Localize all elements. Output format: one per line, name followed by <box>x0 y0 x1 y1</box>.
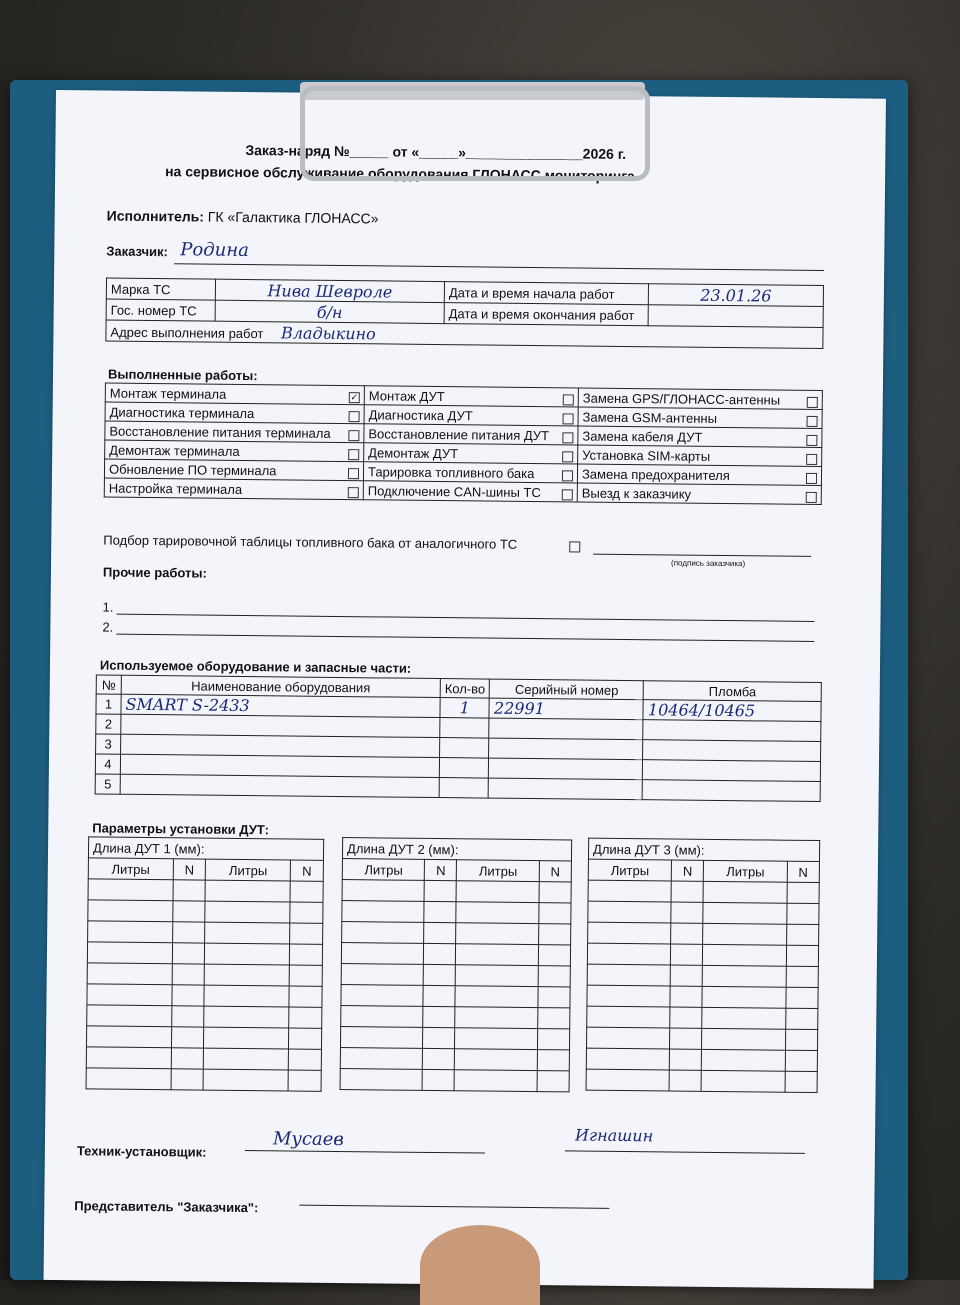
equipment-cell-seal <box>643 760 821 782</box>
work-item-checkbox[interactable] <box>806 453 817 464</box>
dut1-row <box>88 921 323 944</box>
dut2-row <box>340 1069 569 1092</box>
dut2-table <box>340 837 573 1092</box>
clipboard-clip <box>300 86 650 181</box>
executor-value: ГК «Галактика ГЛОНАСС» <box>207 208 379 227</box>
dut1-length-label: Длина ДУТ 1 (мм): <box>88 837 323 860</box>
dut1-cell[interactable] <box>88 900 173 922</box>
work-item-label: Замена предохранителя <box>581 466 730 483</box>
equipment-cell-qty <box>440 718 490 739</box>
holding-thumb <box>420 1225 540 1305</box>
dut2-row <box>340 1027 569 1050</box>
dut2-row <box>341 985 570 1008</box>
work-item <box>364 443 578 464</box>
dut3-header-liters: Литры <box>588 859 671 881</box>
dut1-cell[interactable] <box>204 1027 289 1049</box>
equipment-cell-seal: 10464/10465 <box>643 700 821 722</box>
dut1-cell[interactable] <box>204 1069 289 1091</box>
dut1-cell[interactable] <box>88 879 173 901</box>
equipment-cell-name: SMART S-2433 <box>121 694 440 717</box>
dut1-cell[interactable] <box>205 922 290 944</box>
dut1-cell[interactable] <box>205 901 290 923</box>
brand-label: Марка ТС <box>106 278 215 300</box>
dut3-row <box>586 1069 817 1092</box>
dut2-cell[interactable] <box>342 901 425 923</box>
work-item <box>578 388 822 410</box>
equipment-title: Используемое оборудование и запасные части: <box>99 657 412 676</box>
tech-label: Техник-установщик: <box>76 1143 207 1160</box>
dut3-cell[interactable] <box>671 902 704 923</box>
dut2-cell[interactable] <box>539 924 571 945</box>
equipment-cell-serial <box>489 778 643 800</box>
dut3-row <box>586 1027 817 1050</box>
dut1-cell[interactable] <box>204 1006 289 1028</box>
work-item-checkbox[interactable] <box>349 411 360 422</box>
equipment-cell-seal <box>643 720 821 742</box>
work-item <box>363 462 577 483</box>
work-item-label: Замена GSM-антенны <box>582 409 718 426</box>
customer-label: Заказчик: <box>106 243 169 260</box>
dut1-cell[interactable] <box>288 1070 321 1091</box>
dut3-cell[interactable] <box>786 987 819 1008</box>
dut1-cell[interactable] <box>172 922 205 943</box>
dut3-length-label: Длина ДУТ 3 (мм): <box>588 838 819 861</box>
dut2-header-liters: Литры <box>457 860 540 882</box>
equipment-cell-serial: 22991 <box>489 698 643 720</box>
doc-title-line1: Заказ-наряд №_____ от «_____»_______________2026 г. <box>245 141 627 162</box>
dut2-cell[interactable] <box>340 1027 423 1049</box>
equipment-cell-num: 1 <box>96 694 121 714</box>
address-label: Адрес выполнения работ <box>110 324 264 341</box>
plate-label: Гос. номер ТС <box>106 299 215 321</box>
dut2-row <box>342 922 571 945</box>
tech-signature-2: Игнашин <box>574 1125 654 1146</box>
dut3-cell[interactable] <box>702 1007 785 1029</box>
dut2-row <box>340 1048 569 1071</box>
dut3-cell[interactable] <box>671 881 704 902</box>
equipment-cell-qty <box>439 758 489 779</box>
start-label: Дата и время начала работ <box>444 282 648 305</box>
dut2-cell[interactable] <box>537 1071 569 1092</box>
dut1-row <box>87 942 322 965</box>
tariff-checkbox[interactable] <box>569 541 580 552</box>
dut2-cell[interactable] <box>538 966 570 987</box>
dut2-cell[interactable] <box>455 1070 538 1092</box>
dut1-cell[interactable] <box>87 1005 172 1027</box>
dut1-cell[interactable] <box>289 944 322 965</box>
equip-header-serial: Серийный номер <box>490 679 644 700</box>
dut2-cell[interactable] <box>455 1007 538 1029</box>
equipment-cell-num: 2 <box>96 714 121 734</box>
dut2-cell[interactable] <box>424 901 456 922</box>
dut2-row <box>341 1006 570 1029</box>
dut1-cell[interactable] <box>172 901 205 922</box>
dut3-cell[interactable] <box>785 1029 818 1050</box>
other-work-1-line <box>117 614 815 622</box>
dut1-cell[interactable] <box>86 1068 171 1090</box>
work-item-label: Обновление ПО терминала <box>108 461 277 478</box>
dut2-cell[interactable] <box>422 1069 454 1090</box>
dut3-cell[interactable] <box>702 1028 785 1050</box>
dut1-cell[interactable] <box>204 985 289 1007</box>
dut3-cell[interactable] <box>587 964 670 986</box>
dut1-row <box>87 963 322 986</box>
dut1-header-liters: Литры <box>206 859 291 881</box>
dut3-header-n: N <box>671 860 704 881</box>
work-item-label: Монтаж ДУТ <box>368 387 445 404</box>
work-item-checkbox[interactable] <box>562 470 573 481</box>
equipment-cell-seal <box>643 740 821 762</box>
work-item-label: Тарировка топливного бака <box>367 463 535 481</box>
equipment-cell-qty: 1 <box>440 698 490 719</box>
dut3-row <box>586 1048 817 1071</box>
dut1-cell[interactable] <box>173 880 206 901</box>
equipment-cell-qty <box>439 778 489 799</box>
dut1-cell[interactable] <box>290 923 323 944</box>
dut3-row <box>587 985 818 1008</box>
dut2-row <box>342 880 571 903</box>
customer-value: Родина <box>180 239 249 262</box>
dut2-header-liters: Литры <box>342 859 425 881</box>
dut2-cell[interactable] <box>423 985 455 1006</box>
dut-title: Параметры установки ДУТ: <box>92 820 270 838</box>
dut3-row <box>588 922 819 945</box>
work-item-label: Диагностика терминала <box>109 404 255 421</box>
work-item-label: Монтаж терминала <box>109 385 227 402</box>
dut1-cell[interactable] <box>88 921 173 943</box>
customer-line <box>174 263 824 271</box>
dut3-cell[interactable] <box>785 1008 818 1029</box>
work-item <box>104 478 363 500</box>
dut2-cell[interactable] <box>341 964 424 986</box>
dut2-header-n: N <box>539 861 571 882</box>
dut1-cell[interactable] <box>289 986 322 1007</box>
end-value <box>648 305 823 328</box>
dut3-cell[interactable] <box>669 1049 702 1070</box>
dut1-cell[interactable] <box>171 1048 204 1069</box>
dut2-length-label: Длина ДУТ 2 (мм): <box>342 838 571 861</box>
dut3-cell[interactable] <box>703 965 786 987</box>
work-item-label: Замена GPS/ГЛОНАСС-антенны <box>582 390 781 408</box>
tech-signature-1: Мусаев <box>272 1128 344 1151</box>
work-item-checkbox[interactable] <box>806 491 817 502</box>
dut3-cell[interactable] <box>702 1070 785 1092</box>
start-value: 23.01.26 <box>648 284 823 307</box>
dut2-cell[interactable] <box>341 1006 424 1028</box>
dut1-row <box>86 1026 321 1049</box>
equipment-cell-num: 5 <box>95 774 120 794</box>
dut1-cell[interactable] <box>172 985 205 1006</box>
dut2-row <box>342 901 571 924</box>
dut3-cell[interactable] <box>671 923 704 944</box>
tech-sign-line-1 <box>245 1150 485 1154</box>
dut1-cell[interactable] <box>290 902 323 923</box>
dut1-cell[interactable] <box>86 1047 171 1069</box>
dut2-cell[interactable] <box>423 1027 455 1048</box>
equipment-cell-num: 4 <box>95 754 120 774</box>
dut2-cell[interactable] <box>538 987 570 1008</box>
work-item-label: Настройка терминала <box>108 480 243 497</box>
work-item-checkbox[interactable] <box>562 451 573 462</box>
dut1-cell[interactable] <box>87 984 172 1006</box>
work-item <box>578 445 822 467</box>
dut2-cell[interactable] <box>342 922 425 944</box>
doc-title-line2: на сервисное обслуживание оборудования ГЛОНАСС мониторинга <box>165 163 635 185</box>
dut3-cell[interactable] <box>586 1069 669 1091</box>
dut1-header-n: N <box>290 860 323 881</box>
equip-header-seal: Пломба <box>644 681 822 702</box>
dut3-cell[interactable] <box>786 966 819 987</box>
work-item-checkbox[interactable] <box>348 449 359 460</box>
dut1-cell[interactable] <box>87 942 172 964</box>
customer-rep-label: Представитель "Заказчика": <box>74 1198 259 1216</box>
dut1-row <box>88 900 323 923</box>
dut2-cell[interactable] <box>539 903 571 924</box>
dut3-cell[interactable] <box>703 923 786 945</box>
dut3-cell[interactable] <box>587 943 670 965</box>
work-item-checkbox[interactable] <box>806 434 817 445</box>
tech-sign-line-2 <box>565 1150 805 1154</box>
work-item-label: Подключение CAN-шины ТС <box>367 482 541 500</box>
dut1-cell[interactable] <box>205 943 290 965</box>
dut1-cell[interactable] <box>289 1028 322 1049</box>
dut3-cell[interactable] <box>786 945 819 966</box>
dut2-cell[interactable] <box>456 965 539 987</box>
dut1-row <box>87 1005 322 1028</box>
dut1-cell[interactable] <box>288 1049 321 1070</box>
dut1-row <box>86 1047 321 1070</box>
work-item-label: Выезд к заказчику <box>581 485 692 502</box>
dut3-cell[interactable] <box>786 903 819 924</box>
work-item-checkbox[interactable] <box>807 415 818 426</box>
dut3-cell[interactable] <box>702 986 785 1008</box>
other-work-2-num: 2. <box>102 619 114 635</box>
executor-row <box>107 208 379 227</box>
equipment-cell-qty <box>440 738 490 759</box>
other-work-1-num: 1. <box>102 599 114 615</box>
dut2-cell[interactable] <box>424 880 456 901</box>
equipment-table <box>95 674 822 802</box>
plate-value: б/н <box>215 300 444 323</box>
dut3-cell[interactable] <box>785 1071 818 1092</box>
dut2-cell[interactable] <box>538 1008 570 1029</box>
dut2-row <box>341 943 570 966</box>
dut1-cell[interactable] <box>171 1027 204 1048</box>
other-work-2-line <box>116 634 814 642</box>
dut3-table <box>586 838 821 1093</box>
dut1-cell[interactable] <box>205 964 290 986</box>
dut3-cell[interactable] <box>785 1050 818 1071</box>
work-item-checkbox[interactable] <box>348 487 359 498</box>
work-item-checkbox[interactable]: ✓ <box>350 391 359 402</box>
dut1-cell[interactable] <box>289 965 322 986</box>
dut1-header-liters: Литры <box>88 858 173 880</box>
works-title: Выполненные работы: <box>107 366 258 384</box>
dut2-cell[interactable] <box>456 923 539 945</box>
dut3-cell[interactable] <box>671 944 704 965</box>
work-item-checkbox[interactable] <box>807 396 818 407</box>
dut1-table <box>86 836 325 1091</box>
dut1-cell[interactable] <box>87 963 172 985</box>
equipment-cell-serial <box>489 738 643 760</box>
customer-rep-sign-line <box>299 1205 609 1209</box>
dut3-row <box>587 964 818 987</box>
equip-header-num: № <box>96 675 121 694</box>
equipment-cell-num: 3 <box>96 734 121 754</box>
equipment-cell-serial <box>489 758 643 780</box>
dut1-cell[interactable] <box>290 881 323 902</box>
dut3-cell[interactable] <box>588 901 671 923</box>
dut3-cell[interactable] <box>586 1027 669 1049</box>
work-item <box>364 424 578 445</box>
dut3-row <box>588 880 819 903</box>
dut3-cell[interactable] <box>670 965 703 986</box>
work-item-label: Восстановление питания ДУТ <box>368 425 550 443</box>
dut1-cell[interactable] <box>86 1026 171 1048</box>
tariff-sign-line <box>593 554 811 557</box>
other-works-title: Прочие работы: <box>102 564 207 581</box>
dut2-cell[interactable] <box>538 945 570 966</box>
dut2-cell[interactable] <box>424 922 456 943</box>
vehicle-table <box>105 278 824 350</box>
dut3-cell[interactable] <box>670 1028 703 1049</box>
dut3-header-n: N <box>787 861 820 882</box>
dut3-cell[interactable] <box>786 924 819 945</box>
dut1-cell[interactable] <box>172 964 205 985</box>
brand-value: Нива Шевроле <box>215 279 444 302</box>
dut2-cell[interactable] <box>456 902 539 924</box>
dut2-cell[interactable] <box>424 943 456 964</box>
dut2-cell[interactable] <box>455 1028 538 1050</box>
dut3-header-liters: Литры <box>704 860 787 882</box>
dut3-cell[interactable] <box>703 902 786 924</box>
work-item-checkbox[interactable] <box>806 472 817 483</box>
work-item <box>578 426 822 448</box>
equipment-cell-serial <box>489 718 643 740</box>
work-item <box>578 407 822 429</box>
work-item-checkbox[interactable] <box>562 432 573 443</box>
work-item-label: Восстановление питания терминала <box>109 423 331 441</box>
work-item <box>577 464 821 486</box>
dut1-cell[interactable] <box>205 880 290 902</box>
work-item-label: Установка SIM-карты <box>582 447 711 464</box>
work-item-label: Демонтаж терминала <box>109 442 240 459</box>
work-item-checkbox[interactable] <box>563 394 574 405</box>
work-item-checkbox[interactable] <box>563 413 574 424</box>
dut3-row <box>587 1006 818 1029</box>
dut2-cell[interactable] <box>457 881 540 903</box>
dut2-cell[interactable] <box>341 985 424 1007</box>
dut1-row <box>86 1068 321 1091</box>
work-item-checkbox[interactable] <box>348 468 359 479</box>
work-item <box>364 386 578 407</box>
work-item-label: Замена кабеля ДУТ <box>582 428 703 445</box>
work-order-sheet <box>44 90 886 1289</box>
address-value: Владыкино <box>280 322 376 343</box>
dut2-cell[interactable] <box>423 1006 455 1027</box>
dut3-cell[interactable] <box>586 1048 669 1070</box>
dut2-cell[interactable] <box>455 1049 538 1071</box>
work-item-label: Демонтаж ДУТ <box>368 444 459 461</box>
dut2-cell[interactable] <box>456 944 539 966</box>
works-table <box>104 383 823 506</box>
dut3-cell[interactable] <box>670 986 703 1007</box>
tariff-label: Подбор тарировочной таблицы топливного бака от аналогичного ТС <box>103 532 518 552</box>
dut3-cell[interactable] <box>669 1070 702 1091</box>
dut1-header-n: N <box>173 859 206 880</box>
end-label: Дата и время окончания работ <box>444 303 648 326</box>
dut3-cell[interactable] <box>702 1049 785 1071</box>
dut2-cell[interactable] <box>424 964 456 985</box>
dut1-row <box>87 984 322 1007</box>
work-item <box>363 481 577 502</box>
dut2-cell[interactable] <box>342 880 425 902</box>
work-item-checkbox[interactable] <box>348 430 359 441</box>
dut3-cell[interactable] <box>588 922 671 944</box>
work-item-label: Диагностика ДУТ <box>368 406 473 423</box>
dut1-row <box>88 879 323 902</box>
equip-header-name: Наименование оборудования <box>121 675 440 697</box>
dut3-cell[interactable] <box>787 882 820 903</box>
dut1-cell[interactable] <box>204 1048 289 1070</box>
dut2-header-n: N <box>425 859 457 880</box>
dut3-row <box>587 943 818 966</box>
dut3-cell[interactable] <box>704 881 787 903</box>
dut2-cell[interactable] <box>537 1029 569 1050</box>
equip-header-qty: Кол-во <box>440 679 490 699</box>
dut3-cell[interactable] <box>587 1006 670 1028</box>
dut3-cell[interactable] <box>587 985 670 1007</box>
dut2-row <box>341 964 570 987</box>
dut3-cell[interactable] <box>670 1007 703 1028</box>
dut2-cell[interactable] <box>537 1050 569 1071</box>
dut3-cell[interactable] <box>588 880 671 902</box>
dut3-cell[interactable] <box>703 944 786 966</box>
dut2-cell[interactable] <box>340 1069 423 1091</box>
equipment-cell-seal <box>643 780 821 802</box>
equipment-cell-name <box>120 774 439 797</box>
work-item <box>364 405 578 426</box>
dut1-cell[interactable] <box>171 1006 204 1027</box>
executor-label: Исполнитель: <box>106 207 205 225</box>
dut2-cell[interactable] <box>340 1048 423 1070</box>
work-item <box>577 483 821 505</box>
tariff-sign-caption: (подпись заказчика) <box>671 558 746 569</box>
dut1-cell[interactable] <box>172 943 205 964</box>
dut2-cell[interactable] <box>341 943 424 965</box>
dut1-cell[interactable] <box>171 1069 204 1090</box>
dut2-cell[interactable] <box>455 986 538 1008</box>
dut2-cell[interactable] <box>423 1048 455 1069</box>
dut2-cell[interactable] <box>539 882 571 903</box>
dut3-row <box>588 901 819 924</box>
dut1-cell[interactable] <box>289 1007 322 1028</box>
work-item-checkbox[interactable] <box>562 489 573 500</box>
